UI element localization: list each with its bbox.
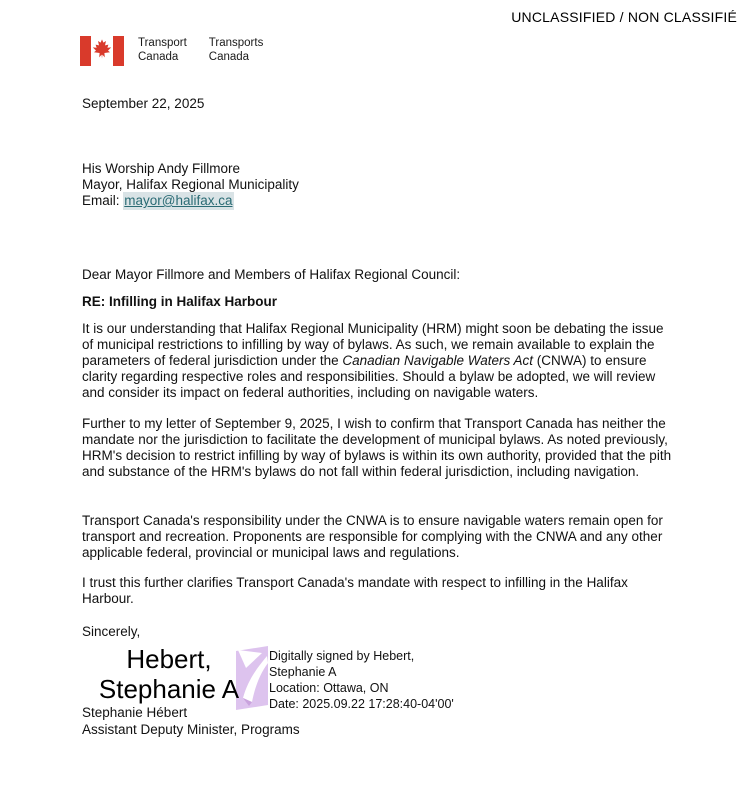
signature-details-line3: Location: Ottawa, ON xyxy=(269,681,389,695)
email-link[interactable]: mayor@halifax.ca xyxy=(124,193,233,208)
recipient-name-line: His Worship Andy Fillmore xyxy=(82,161,241,176)
paragraph-1-text: It is our understanding that Halifax Regional Municipality (HRM) might soon be debating the issue of municipal restrictions to infilling by way of bylaws. As such, we remain available to explain the parameters of federal jurisdiction under the xyxy=(82,321,664,368)
subject-line: RE: Infilling in Halifax Harbour xyxy=(82,294,278,309)
logo-wordmark xyxy=(138,37,263,64)
paragraph-2: Further to my letter of September 9, 2025, I wish to confirm that Transport Canada has neither the mandate nor the jurisdiction to facilitate the development of municipal bylaws. As noted previously, HRM's decision to restrict infilling by way of bylaws is within its own authority, provided that the pith and substance of the HRM's bylaws do not fall within federal jurisdiction, including navigation. xyxy=(82,416,672,479)
letter-date: September 22, 2025 xyxy=(82,96,205,111)
wordmark-fr-line2: Canada xyxy=(208,50,250,63)
transport-canada-logo xyxy=(80,36,263,66)
wordmark-english xyxy=(138,37,187,64)
closing-line: Sincerely, xyxy=(82,624,141,639)
recipient-email-line xyxy=(82,193,299,209)
signature-details-line2: Stephanie A xyxy=(269,665,337,679)
salutation-line: Dear Mayor Fillmore and Members of Halifax Regional Council: xyxy=(82,267,461,282)
wordmark-french xyxy=(209,37,264,64)
classification-banner: UNCLASSIFIED / NON CLASSIFIÉ xyxy=(511,9,737,25)
signature-details xyxy=(269,648,454,712)
paragraph-3: Transport Canada's responsibility under the CNWA is to ensure navigable waters remain open for transport and recreation. Proponents are responsible for complying with the CNWA and any other applicable federal, provincial or municipal laws and regulations. xyxy=(82,513,663,560)
wordmark-en-line1: Transport xyxy=(138,37,187,49)
paragraph-4: I trust this further clarifies Transport Canada's mandate with respect to infilling in the Halifax Harbour. xyxy=(82,575,628,606)
signature-display-name xyxy=(86,644,252,704)
canada-flag-icon xyxy=(80,36,124,66)
paragraph-1 xyxy=(82,321,678,401)
wordmark-fr-line1: Transports xyxy=(208,37,264,49)
signature-details-line4: Date: 2025.09.22 17:28:40-04'00' xyxy=(269,697,454,711)
signature-details-line1: Digitally signed by Hebert, xyxy=(269,649,415,663)
signer-title-line: Assistant Deputy Minister, Programs xyxy=(82,721,300,737)
email-label: Email: xyxy=(82,193,124,208)
recipient-block xyxy=(82,161,299,209)
paragraph-1-text-after: (CNWA) to ensure clarity regarding respective roles and responsibilities. Should a bylaw be adopted, we will review and consider its impact on federal authorities, including on navigable waters. xyxy=(82,353,656,400)
act-title-italic: Canadian Navigable Waters Act xyxy=(342,353,533,368)
signature-display-line1: Hebert, xyxy=(126,644,212,674)
signature-display-line2: Stephanie A xyxy=(98,674,240,704)
wordmark-en-line2: Canada xyxy=(138,50,179,63)
recipient-title-line: Mayor, Halifax Regional Municipality xyxy=(82,177,299,192)
signer-name-line: Stephanie Hébert xyxy=(82,705,188,720)
